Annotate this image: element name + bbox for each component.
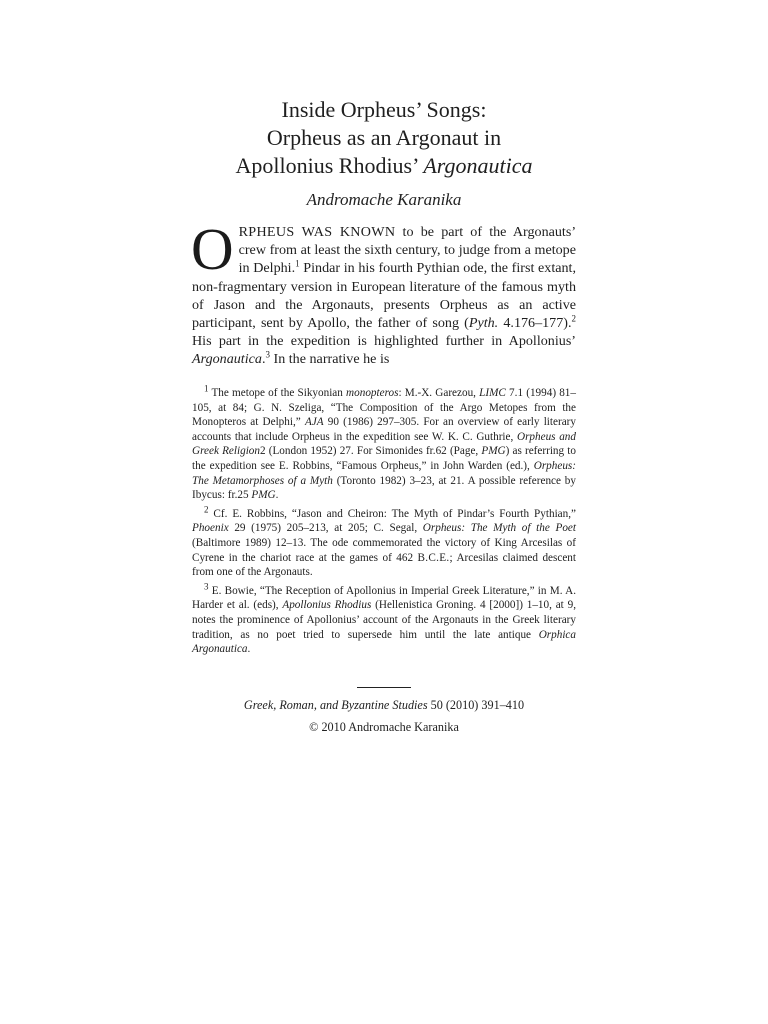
footnote-3 [192,580,576,657]
footnote-text: (Hellenistica Groning. 4 [2000]) 1–10, at 9, notes the prominence of Apollonius’ account of the Argonauts in the Greek literary tradition, as no poet tried to supersede him until the late antique [192,599,576,641]
footnote-ref[interactable]: 2 [571,313,576,324]
copyright-notice: © 2010 Andromache Karanika [309,720,459,734]
footnote-text: . [247,643,251,656]
drop-cap: O [191,216,234,282]
footnote-text: Cf. E. Robbins, “Jason and Cheiron: The Myth of Pindar’s Fourth Pythian,” [208,507,576,520]
footnote-text: . [275,489,279,502]
article-title [0,96,768,180]
footnote-number: 2 [204,504,209,515]
footnote-text: (Baltimore 1989) 12–13. The ode commemorated the victory of King Arcesilas of Cyrene in the chariot race at the games of 462 [192,536,576,564]
footnote-italic: PMG [481,445,506,458]
footnotes [192,383,577,661]
footnote-number: 3 [204,580,209,591]
body-italic: Argonautica [192,351,262,368]
footnote-italic: Orpheus: The Metamorphoses of a Myth [192,459,576,487]
footnote-italic: LIMC [479,387,506,399]
body-segment: . [261,351,266,368]
footnote-text: 7.1 (1994) 81–105, at 84; G. N. Szeliga, “The Composition of the Argo Metopes from the Monopteros at Delphi,” [192,387,576,429]
body-segment: His part in the expedition is highlighted further in Apollonius’ [192,333,576,350]
footnote-text: (Toronto 1982) 3–23, at 21. A possible reference by Ibycus: fr.25 [192,474,576,502]
opening-smallcaps: RPHEUS WAS KNOWN [238,224,396,240]
footnote-italic: PMG [251,489,276,502]
journal-name: Greek, Roman, and Byzantine Studies [243,698,428,712]
footnote-ref[interactable]: 1 [295,258,300,269]
title-line-1: Inside Orpheus’ Songs: [281,97,487,122]
footnote-ref[interactable]: 3 [265,349,270,360]
body-segment: Pindar in his fourth Pythian ode, the first extant, non-fragmentary version in European literature of the famous myth of Jason and the Argonauts, presents Orpheus as an active participant, sent by Apollo, the father of song ( [192,260,576,332]
footnote-number: 1 [204,383,209,394]
body-segment: 4.176–177). [498,315,572,332]
footnote-text: : M.-X. Garezou, [398,387,480,399]
footnote-italic: AJA [304,416,324,429]
footnote-text: 29 (1975) 205–213, at 205; C. Segal, [228,522,423,535]
body-paragraph [191,216,577,369]
body-segment: In the narrative he is [269,351,390,368]
footnote-text: 2 (London 1952) 27. For Simonides fr.62 (Page, [259,445,482,458]
body-italic: Pyth. [468,315,499,332]
footnote-text: E. Bowie, “The Reception of Apollonius in Imperial Greek Literature,” in M. A. Harder et al. (eds), [192,584,576,612]
title-line-3-italic: Argonautica [423,153,533,178]
footnote-italic: Orpheus: The Myth of the Poet [422,522,577,535]
footnote-text: ; Arcesilas claimed descent from one of the Argonauts. [192,551,576,579]
footnote-text: 90 (1986) 297–305. For an overview of early literary accounts that include Orpheus in the expedition see W. K. C. Guthrie, [192,416,576,443]
footnote-italic: monopteros [346,387,399,399]
footnote-italic: Apollonius Rhodius [282,599,372,612]
footnote-italic: Orphica Argonautica [192,628,576,656]
footnote-2 [192,504,577,580]
separator-rule [357,687,411,688]
footnote-smallcaps: B.C.E. [417,551,450,564]
footnote-italic: Orpheus and Greek Religion [192,430,576,458]
title-line-3-text: Apollonius Rhodius’ [235,153,424,178]
body-segment: to be part of the Argonauts’ crew from at least the sixth century, to judge from a metope in Delphi. [238,224,577,277]
footnote-1 [192,383,576,503]
journal-volume: 50 (2010) 391–410 [427,698,525,712]
author-name: Andromache Karanika [306,190,462,209]
title-line-2: Orpheus as an Argonaut in [266,125,502,150]
title-line-3 [0,152,768,180]
footnote-text: The metope of the Sikyonian [208,387,347,399]
footnote-italic: Phoenix [192,522,229,535]
journal-citation [0,698,768,713]
footnote-text: ) as referring to the expedition see E. Robbins, “Famous Orpheus,” in John Warden (ed.), [192,445,576,472]
